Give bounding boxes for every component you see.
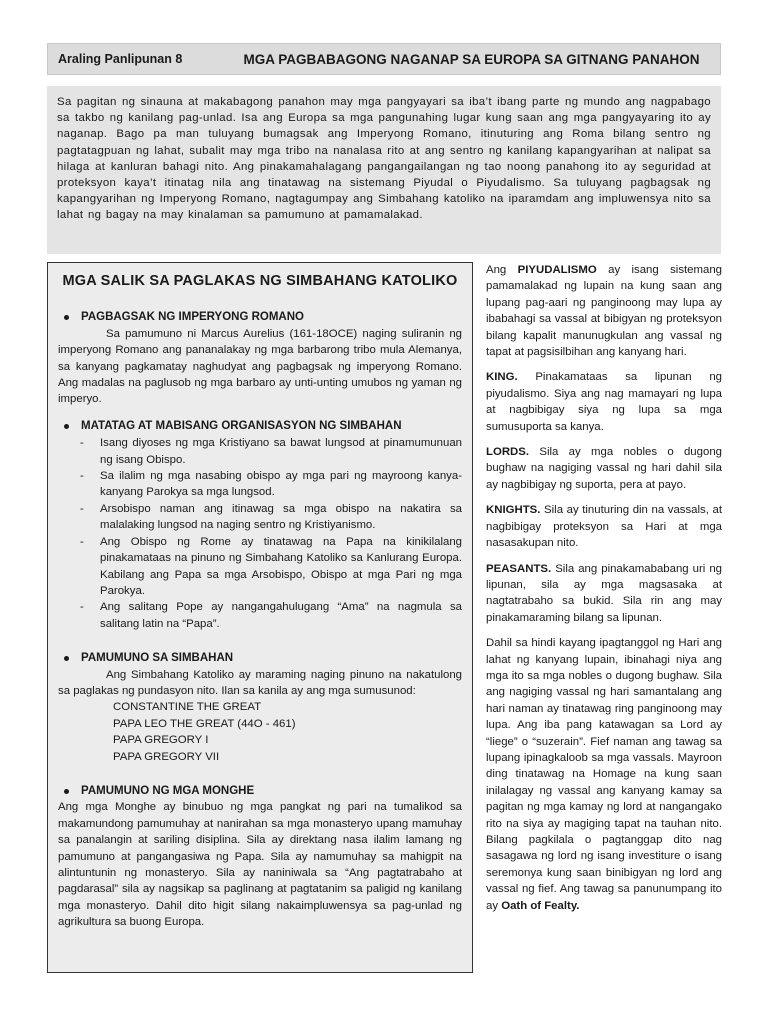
bullet-icon <box>64 424 69 429</box>
subject-label: Araling Panlipunan 8 <box>58 52 183 66</box>
leader-item: CONSTANTINE THE GREAT <box>113 701 262 714</box>
term: KING. <box>486 371 518 384</box>
intro-paragraph: Sa pagitan ng sinauna at makabagong panahon may mga pangyayari sa iba’t ibang parte ng mundo ang nagpabago sa takbo ng kanilang pag-unlad. Isa ang Europa sa mga pangunahing lugar kung saan ang mga pangyayaring ito ay naganap. Bago pa man tuluyang bumagsak ang Imperyong Romano, itinuturing ang Roma bilang sentro ng pagtatagpuan ng lahat, subalit may mga tribo na nanalasa rito at ang sentro ng kanilang kapangyarihan at nalipat sa hilaga at kanluran bahagi nito. Ang pinakamahalagang pangangailangan ng tao noong panahong ito ay seguridad at proteksyon kaya’t itinatag nila ang tinatawag na sistemang Piyudal o Piyudalismo. Sa tuluyang pagbagsak ng kapangyarihan ng Imperyong Romano, nagtagumpay ang Simbahang katoliko na iparamdam ang impluwensya nito sa lahat ng bagay na may kinalaman sa pamumuno at pamamalakad. <box>47 86 721 254</box>
term: PEASANTS. <box>486 562 552 575</box>
section-heading <box>58 783 462 799</box>
term: Oath of Fealty. <box>501 899 580 912</box>
section-text: Ang Simbahang Katoliko ay maraming naging pinuno na nakatulong sa paglakas ng pundasyon nito. Ilan sa kanila ay ang mga sumusunod: <box>58 668 462 697</box>
leader-item: PAPA GREGORY VII <box>113 750 220 763</box>
box-title: MGA SALIK SA PAGLAKAS NG SIMBAHANG KATOLIKO <box>62 273 458 289</box>
term: PIYUDALISMO <box>517 264 597 276</box>
bullet-icon <box>64 656 69 661</box>
section-heading <box>58 309 462 325</box>
bullet-icon <box>64 789 69 794</box>
feudal-explanation: Dahil sa hindi kayang ipagtanggol ng Hari ang lahat ng kanyang lupain, ibinahagi niya ang mga ito sa mga nobles o dugong bughaw. Sila ang nagiging vassal ng hari samantalang ang hari naman ay tinatawag ring panginoong may lupa. Ang iba pang katawagan sa Lord ay “liege” o “suzerain”. Fief naman ang tawag sa lupang ipinagkaloob sa mga vassals. Mayroon ding tinatawag na Homage na kung saan inilalagay ng vassal ang kanyang kamay sa pagitan ng mga kamay ng lord at nangangako rito na siya ay magiging tapat na tauhan nito. Bilang pagkilala o pagtanggap dito nag sasagawa ng lord ng isang investiture o isang seremonya kung saan binibigyan ng lord ang vassal ng fief. Ang tawag sa panunumpang ito ay Oath of Fealty. <box>486 637 722 912</box>
section-heading-text: PAGBAGSAK NG IMPERYONG ROMANO <box>81 311 304 324</box>
section-heading <box>58 418 462 434</box>
section-text: Sa pamumuno ni Marcus Aurelius (161-18OCE) naging suliranin ng imperyong Romano ang pananalakay ng mga barbarong tribo mula Alemanya, sa kanyang pagkamatay naghudyat ang pagbagsak ng imperyong Romano. Ang madalas na paglusob ng mga barbaro ay unti-unting umubos ng yaman ng imperyo. <box>58 327 462 406</box>
list-item: - Isang diyoses ng mga Kristiyano sa bawat lungsod at pinamumunuan ng isang Obispo. <box>80 437 462 466</box>
section-heading-text: PAMUMUNO SA SIMBAHAN <box>81 652 234 665</box>
section-heading <box>58 650 462 666</box>
section-text: Ang mga Monghe ay binubuo ng mga pangkat ng pari na tumalikod sa makamundong pamumuhay at nanirahan sa mga monasteryo upang mamuhay sa panalangin at sariling disiplina. Sila ay direktang nasa ilalim lamang ng pamumuno at pangangasiwa ng Papa. Sila ay namumuhay sa mahigpit na alintuntunin ng monasteryo. Sila ay naniniwala sa “Ang pagtatrabaho at pagdarasal” sila ay nagsikap sa paglinang at pagtatanim sa paligid ng kanilang mga monasteryo. Dahil dito higit silang nakaimpluwensya sa pag-unlad ng agrikultura sa buong Europa. <box>58 801 462 929</box>
leader-item: PAPA LEO THE GREAT (44O - 461) <box>113 717 296 730</box>
peasants-definition: PEASANTS. Sila ang pinakamababang uri ng lipunan, sila ay mga magsasaka at nagtatrabaho sa bukid. Sila rin ang may pinakamaraming bilang sa lipunan. <box>486 562 722 624</box>
factors-box <box>47 262 473 973</box>
lords-definition: LORDS. Sila ay mga nobles o dugong bughaw na nagiging vassal ng hari dahil sila ay nagbibigay ng suporta, pera at payo. <box>486 446 722 491</box>
king-definition: KING. Pinakamataas sa lipunan ng piyudalismo. Siya ang nag mamayari ng lupa at nagbibigay siya ng lupa sa mga sumusuporta sa kanya. <box>486 371 722 433</box>
section-heading-text: MATATAG AT MABISANG ORGANISASYON NG SIMBAHAN <box>81 419 402 432</box>
organization-list <box>80 435 462 632</box>
term: LORDS. <box>486 446 530 459</box>
leader-list <box>113 699 462 765</box>
term: KNIGHTS. <box>486 504 541 517</box>
list-item: - Ang Obispo ng Rome ay tinatawag na Papa na kinikilalang pinakamataas na pinuno ng Simbahang Katoliko sa Kanlurang Europa. Kabilang ang Papa sa mga Arsobispo, Obispo at mga Pari ng mga Parokya. <box>80 535 462 597</box>
list-item: - Arsobispo naman ang itinawag sa mga obispo na nakatira sa malalaking lungsod na naging sentro ng Kristiyanismo. <box>80 502 462 532</box>
feudalism-column <box>486 262 722 982</box>
bullet-icon <box>64 315 69 320</box>
list-item: - Sa ilalim ng mga nasabing obispo ay mga pari ng mayroong kanya-kanyang Parokya sa mga lungsod. <box>80 470 462 499</box>
knights-definition: KNIGHTS. Sila ay tinuturing din na vassals, at nagbibigay proteksyon sa Hari at mga nasasakupan nito. <box>486 504 722 550</box>
page-title: MGA PAGBABAGONG NAGANAP SA EUROPA SA GITNANG PANAHON <box>243 51 700 67</box>
list-item: - Ang salitang Pope ay nangangahulugang “Ama” na nagmula sa salitang latin na “Papa”. <box>80 601 462 630</box>
feudalism-definition: Ang PIYUDALISMO ay isang sistemang pamamalakad ng lupain na kung saan ang lupang pag-aari ng panginoong may lupa ay ibabahagi sa vassal at bibigyan ng proteksyon bilang kapalit manunugkulan ang vassal ng tapat at pagsisilbihan ang kanyang hari. <box>486 264 723 359</box>
leader-item: PAPA GREGORY I <box>113 734 209 747</box>
header-bar <box>47 43 721 75</box>
section-heading-text: PAMUMUNO NG MGA MONGHE <box>81 784 255 797</box>
